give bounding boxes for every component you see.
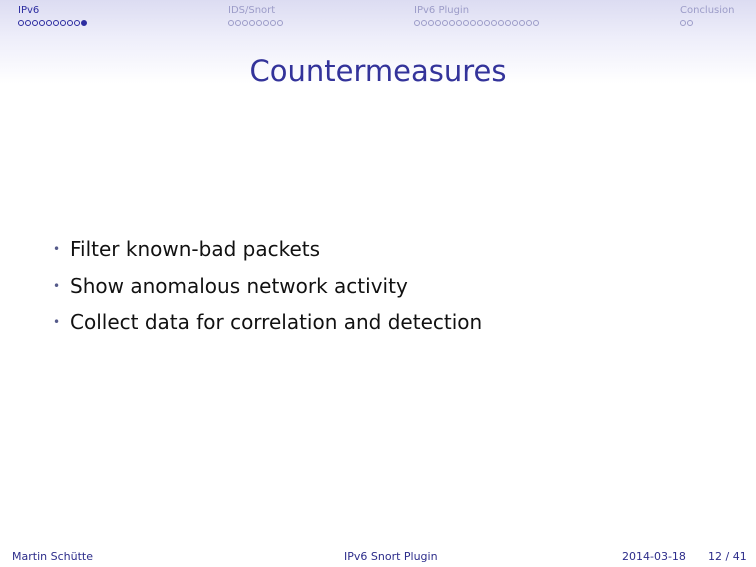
nav-dot[interactable] (680, 20, 686, 26)
nav-section-label: Conclusion (680, 5, 735, 16)
nav-section-conclusion[interactable] (680, 5, 735, 17)
nav-section-ids-snort[interactable] (228, 5, 275, 17)
footer-page-number: 12 / 41 (708, 550, 747, 563)
nav-dot[interactable] (484, 20, 490, 26)
nav-dot[interactable] (533, 20, 539, 26)
footer-bar (0, 548, 756, 566)
bullet-icon: • (53, 278, 61, 293)
nav-dot[interactable] (249, 20, 255, 26)
bullet-item (50, 231, 482, 268)
nav-dot[interactable] (512, 20, 518, 26)
nav-dot[interactable] (235, 20, 241, 26)
nav-dot[interactable] (491, 20, 497, 26)
nav-dots-ipv6 (18, 20, 87, 26)
nav-dot[interactable] (435, 20, 441, 26)
nav-dot[interactable] (687, 20, 693, 26)
bullet-item (50, 268, 482, 305)
nav-dot[interactable] (46, 20, 52, 26)
nav-dot[interactable] (60, 20, 66, 26)
nav-dot[interactable] (53, 20, 59, 26)
nav-dot[interactable] (25, 20, 31, 26)
nav-dot[interactable] (498, 20, 504, 26)
nav-dot-current[interactable] (81, 20, 87, 26)
nav-dot[interactable] (270, 20, 276, 26)
nav-dot[interactable] (74, 20, 80, 26)
nav-dot[interactable] (256, 20, 262, 26)
footer-talk-title: IPv6 Snort Plugin (344, 550, 438, 563)
nav-dot[interactable] (32, 20, 38, 26)
nav-dot[interactable] (39, 20, 45, 26)
footer-date: 2014-03-18 (622, 550, 686, 563)
footer-author: Martin Schütte (12, 550, 93, 563)
bullet-list (50, 231, 482, 341)
nav-dot[interactable] (277, 20, 283, 26)
nav-section-label: IPv6 Plugin (414, 5, 470, 16)
nav-dots-ids-snort (228, 20, 283, 26)
bullet-text: Show anomalous network activity (70, 273, 408, 298)
bullet-text: Filter known-bad packets (70, 237, 321, 261)
nav-section-label: IPv6 (18, 5, 40, 16)
nav-dot[interactable] (470, 20, 476, 26)
nav-section-ipv6-plugin[interactable] (414, 5, 469, 17)
nav-section-ipv6[interactable] (18, 5, 39, 17)
nav-dot[interactable] (263, 20, 269, 26)
bullet-icon: • (53, 242, 61, 256)
slide-title: Countermeasures (249, 54, 507, 88)
nav-dot[interactable] (67, 20, 73, 26)
nav-dot[interactable] (242, 20, 248, 26)
bullet-icon: • (53, 315, 61, 329)
nav-dots-conclusion (680, 20, 693, 26)
nav-dot[interactable] (442, 20, 448, 26)
nav-dot[interactable] (526, 20, 532, 26)
nav-dot[interactable] (228, 20, 234, 26)
nav-dot[interactable] (456, 20, 462, 26)
nav-dot[interactable] (414, 20, 420, 26)
bullet-text: Collect data for correlation and detection (70, 310, 483, 334)
nav-dot[interactable] (449, 20, 455, 26)
nav-dot[interactable] (463, 20, 469, 26)
nav-dot[interactable] (428, 20, 434, 26)
nav-dot[interactable] (421, 20, 427, 26)
nav-dot[interactable] (18, 20, 24, 26)
nav-dots-ipv6-plugin (414, 20, 539, 26)
nav-dot[interactable] (505, 20, 511, 26)
bullet-item (50, 304, 482, 341)
nav-dot[interactable] (519, 20, 525, 26)
nav-dot[interactable] (477, 20, 483, 26)
nav-section-label: IDS/Snort (228, 5, 276, 16)
